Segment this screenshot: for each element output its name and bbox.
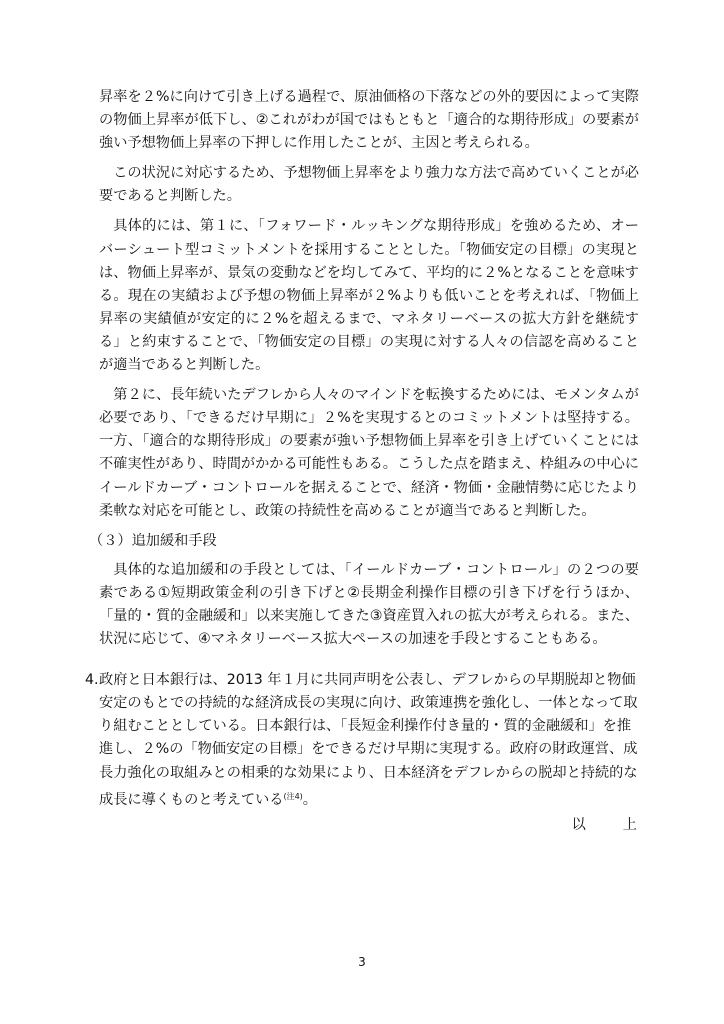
item-4-end: 。 — [302, 791, 317, 808]
section-heading-additional-easing: （３）追加緩和手段 — [89, 532, 217, 549]
closing-char-2: 上 — [622, 816, 637, 833]
paragraph-second-point: 第２に、長年続いたデフレから人々のマインドを転換するためには、モメンタムが必要であり、「できるだけ早期に」２%を実現するとのコミットメントは堅持する。一方、「適合的な期待形成」の要素が強い予想物価上昇率を引き上げていくことには不確実性があり、時間がかかる可能性もある。こうした点を踏まえ、枠組みの中心にイールドカーブ・コントロールを据えることで、経済・物価・金融情勢に応じたより柔軟な対応を可能とし、政策の持続性を高めることが適当であると判断した。 — [99, 387, 639, 519]
numbered-item-4 — [85, 669, 639, 812]
footnote-reference: (注4) — [283, 791, 303, 801]
closing-char-1: 以 — [571, 816, 586, 833]
paragraph-continuation: 昇率を２%に向けて引き上げる過程で、原油価格の下落などの外的要因によって実際の物価上昇率が低下し、②これがわが国ではもともと「適合的な期待形成」の要素が強い予想物価上昇率の下押しに作用したことが、主因と考えられる。 — [99, 89, 639, 152]
paragraph-first-point: 具体的には、第１に、「フォワード・ルッキングな期待形成」を強めるため、オーバーシュート型コミットメントを採用することとした。「物価安定の目標」の実現とは、物価上昇率が、景気の変動などを均してみて、平均的に２%となることを意味する。現在の実績および予想の物価上昇率が２%よりも低いことを考えれば、「物価上昇率の実績値が安定的に２%を超えるまで、マネタリーベースの拡大方針を継続する」と約束することで、「物価安定の目標」の実現に対する人々の信認を高めることが適当であると判断した。 — [99, 218, 639, 374]
item-4-text: 政府と日本銀行は、2013 年１月に共同声明を公表し、デフレからの早期脱却と物価安定のもとでの持続的な経済成長の実現に向け、政策連携を強化し、一体となって取り組むこととしている。日本銀行は、「長短金利操作付き量的・質的金融緩和」を推進し、２%の「物価安定の目標」をできるだけ早期に実現する。政府の財政運営、成長力強化の取組みとの相乗的な効果により、日本経済をデフレからの脱却と持続的な成長に導くものと考えている — [99, 672, 638, 808]
item-number: 4. — [85, 672, 99, 689]
closing-mark — [99, 814, 639, 837]
paragraph-response: この状況に対応するため、予想物価上昇率をより強力な方法で高めていくことが必要であると判断した。 — [99, 165, 639, 205]
paragraph-additional-easing: 具体的な追加緩和の手段としては、「イールドカーブ・コントロール」の２つの要素である①短期政策金利の引き下げと②長期金利操作目標の引き下げを行うほか、「量的・質的金融緩和」以来実施してきた③資産買入れの拡大が考えられる。また、状況に応じて、④マネタリーベース拡大ペースの加速を手段とすることもある。 — [99, 561, 639, 648]
document-body — [85, 86, 639, 837]
page-number: 3 — [358, 955, 366, 969]
